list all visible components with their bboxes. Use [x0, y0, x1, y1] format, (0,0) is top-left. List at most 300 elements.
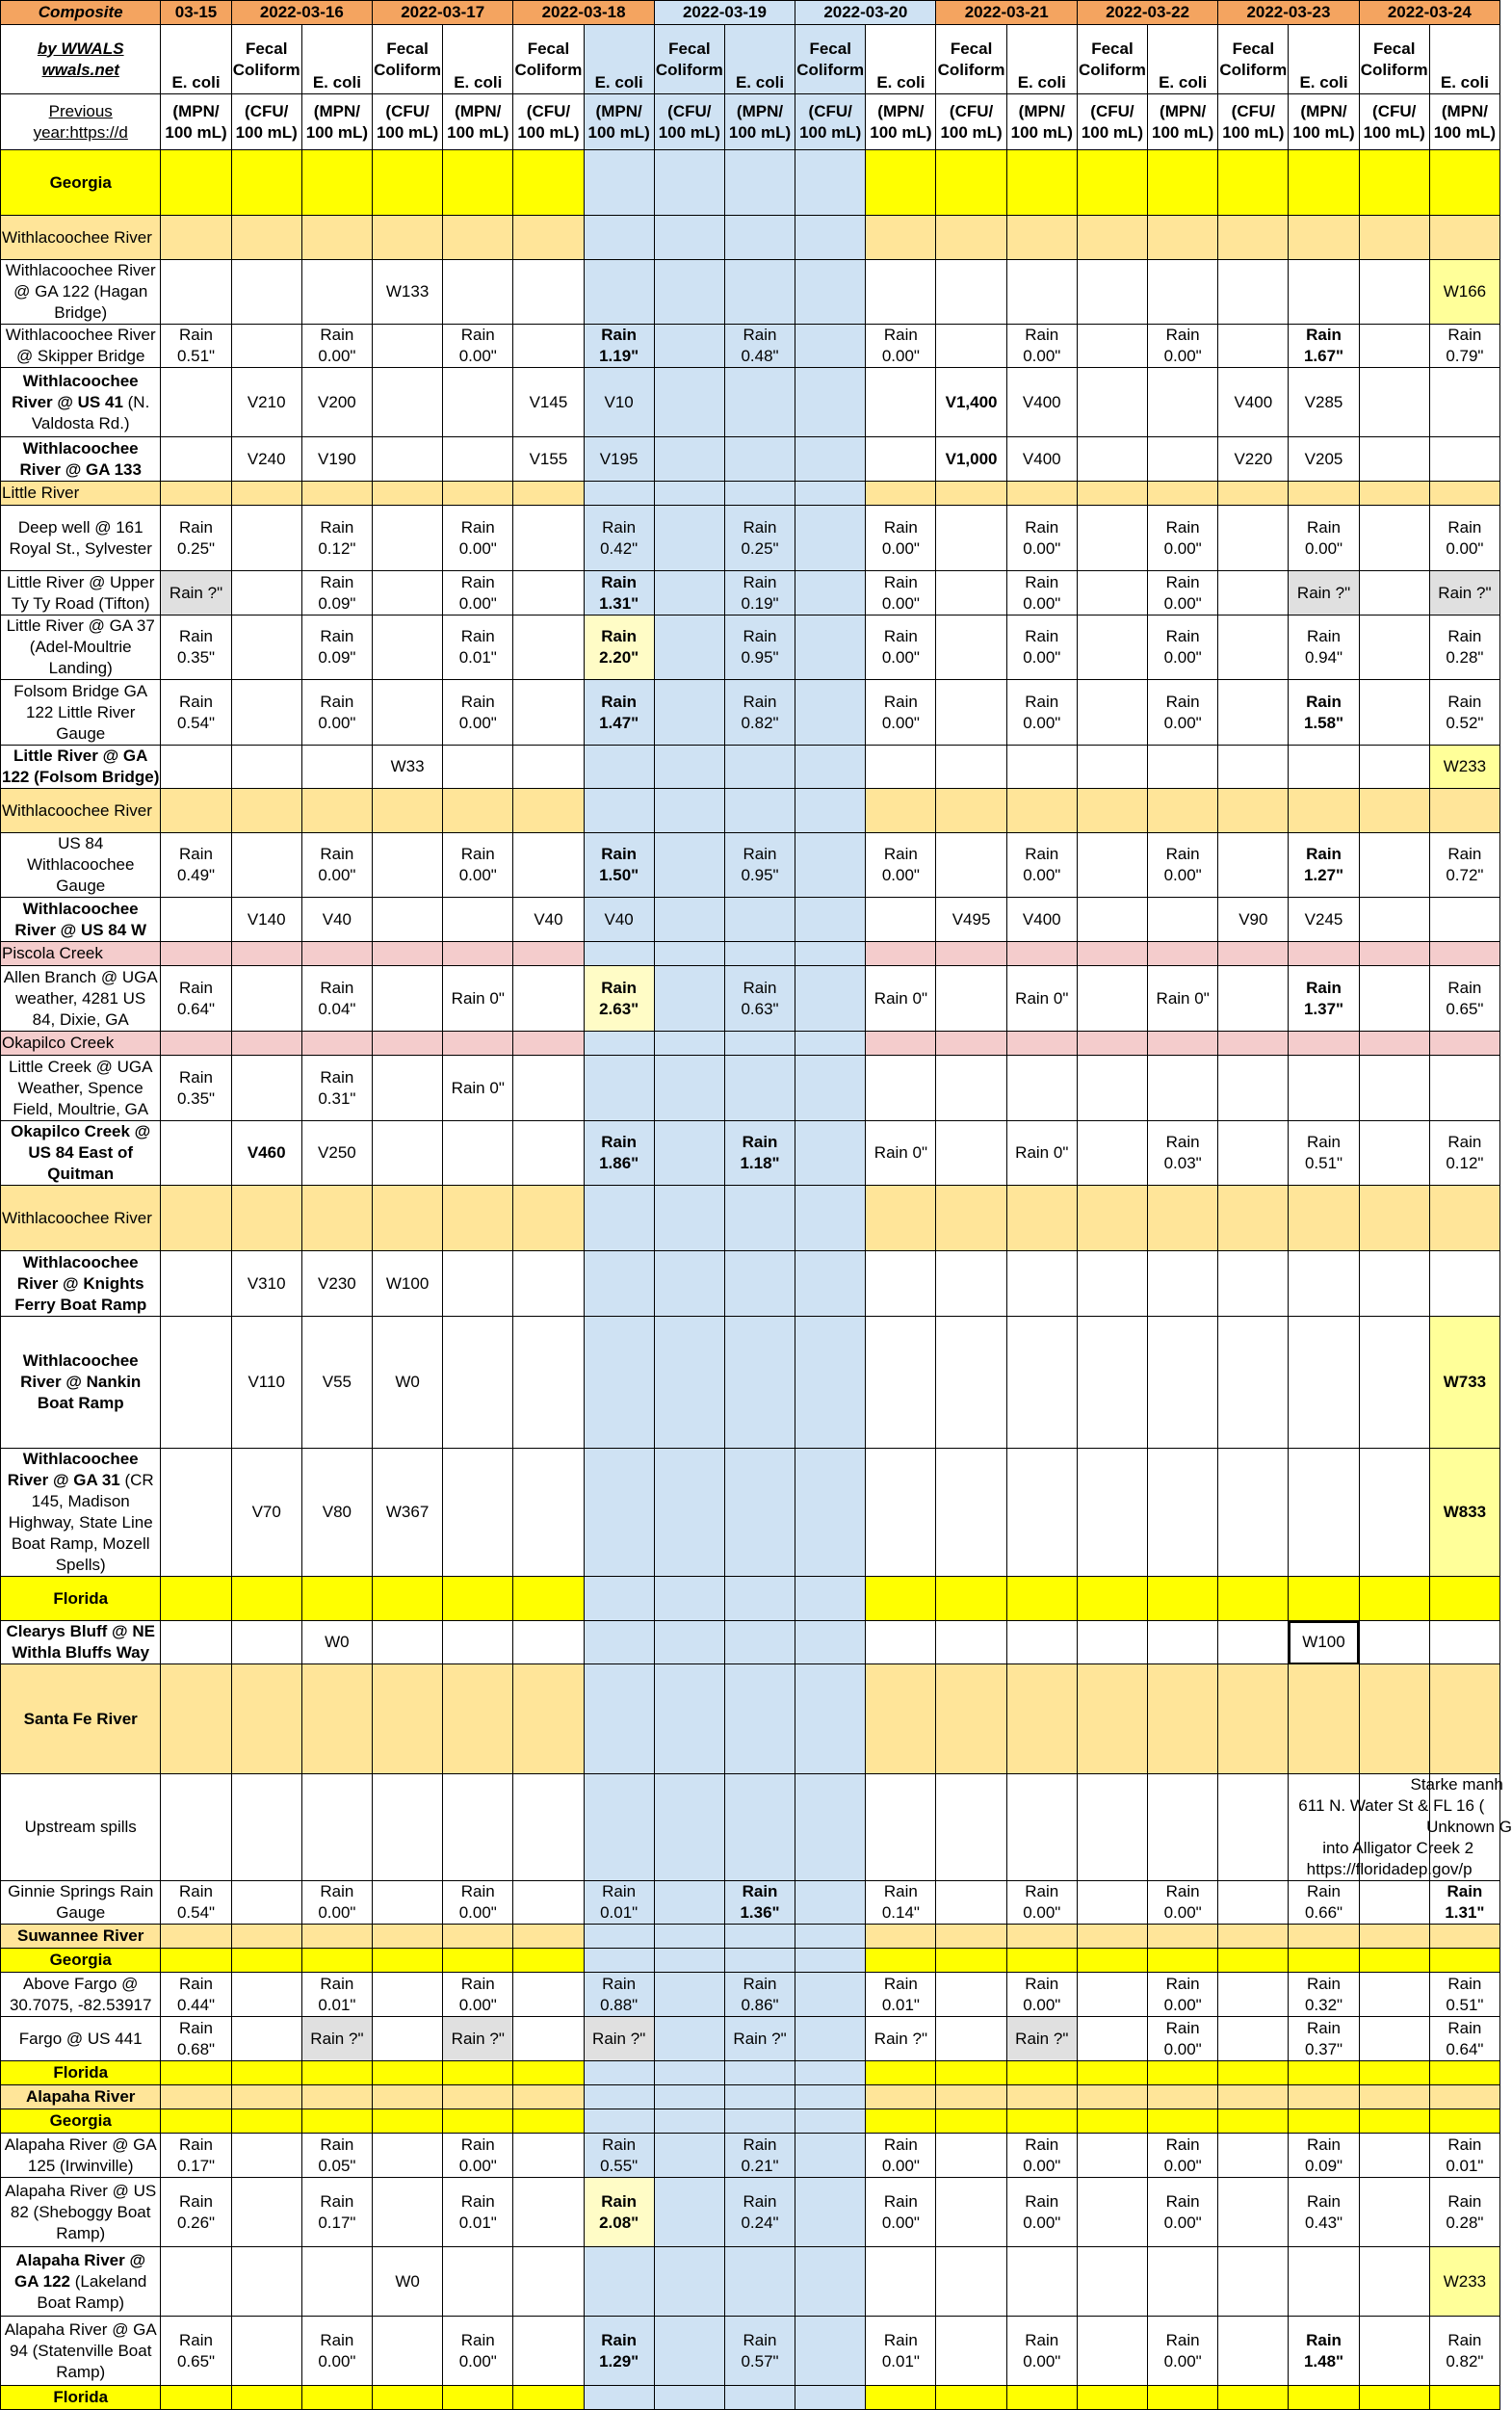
empty-cell [654, 216, 724, 260]
empty-cell [1429, 1577, 1499, 1621]
empty-cell [1359, 2317, 1429, 2386]
spill-line: Unknown G [1426, 1818, 1512, 1836]
rain-cell[interactable]: Rain 0.00" [1006, 2317, 1077, 2386]
measure-header: E. coli [1429, 25, 1499, 94]
rain-cell[interactable]: Rain ?" [301, 2017, 372, 2061]
sample-cell[interactable]: V40 [513, 898, 584, 942]
sample-cell[interactable]: W100 [1289, 1621, 1359, 1664]
sample-cell[interactable]: W233 [1429, 2247, 1499, 2317]
empty-cell [231, 1881, 301, 1925]
empty-cell [1359, 1973, 1429, 2017]
rain-cell[interactable]: Rain 2.20" [584, 616, 654, 680]
empty-cell [1218, 966, 1289, 1032]
rain-cell[interactable]: Rain 0.63" [724, 966, 795, 1032]
rain-cell[interactable]: Rain 0.00" [866, 2134, 936, 2178]
units-header: (MPN/ 100 mL) [866, 94, 936, 150]
rain-cell[interactable]: Rain 0" [1148, 966, 1218, 1032]
rain-cell[interactable]: Rain ?" [724, 2017, 795, 2061]
empty-cell [866, 789, 936, 833]
rain-cell[interactable]: Rain 0.00" [866, 616, 936, 680]
rain-cell[interactable]: Rain 0.79" [1429, 325, 1499, 368]
sample-cell[interactable]: W100 [372, 1251, 442, 1317]
wwals-link[interactable]: by WWALS wwals.net [1, 25, 161, 94]
empty-cell [1218, 216, 1289, 260]
rain-cell[interactable]: Rain 0.51" [1289, 1121, 1359, 1186]
empty-cell [1359, 2017, 1429, 2061]
sample-cell[interactable]: V1,400 [936, 368, 1006, 437]
measure-header: Fecal Coliform [1359, 25, 1429, 94]
empty-cell [795, 1449, 866, 1577]
empty-cell [724, 1186, 795, 1251]
rain-cell[interactable]: Rain 0.95" [724, 616, 795, 680]
rain-cell[interactable]: Rain 0.00" [1429, 506, 1499, 571]
empty-cell [231, 789, 301, 833]
empty-cell [936, 1449, 1006, 1577]
rain-cell[interactable]: Rain 0.00" [1148, 2017, 1218, 2061]
rain-cell[interactable]: Rain 0.01" [1429, 2134, 1499, 2178]
empty-cell [654, 833, 724, 898]
units-header: (MPN/ 100 mL) [161, 94, 231, 150]
rain-cell[interactable]: Rain 0.94" [1289, 616, 1359, 680]
sample-cell[interactable]: V10 [584, 368, 654, 437]
site-row [1, 2134, 1500, 2178]
empty-cell [513, 1186, 584, 1251]
sample-cell[interactable]: W833 [1429, 1449, 1499, 1577]
sample-cell[interactable]: W0 [372, 2247, 442, 2317]
empty-cell [513, 1317, 584, 1449]
rain-cell[interactable]: Rain 0.64" [1429, 2017, 1499, 2061]
sample-cell[interactable]: V220 [1218, 437, 1289, 482]
measure-header: Fecal Coliform [1077, 25, 1147, 94]
empty-cell [654, 325, 724, 368]
site-row [1, 2178, 1500, 2247]
rain-cell[interactable]: Rain 0.00" [443, 680, 513, 746]
sample-cell[interactable]: V140 [231, 898, 301, 942]
empty-cell [1429, 942, 1499, 966]
empty-cell [1006, 1251, 1077, 1317]
rain-cell[interactable]: Rain 0.00" [301, 833, 372, 898]
sample-cell[interactable]: V40 [584, 898, 654, 942]
rain-cell[interactable]: Rain 2.63" [584, 966, 654, 1032]
rain-cell[interactable]: Rain 0.09" [1289, 2134, 1359, 2178]
sample-cell[interactable]: W133 [372, 260, 442, 325]
rain-cell[interactable]: Rain 0.01" [301, 1973, 372, 2017]
empty-cell [1359, 325, 1429, 368]
sample-cell[interactable]: V70 [231, 1449, 301, 1577]
empty-cell [1429, 437, 1499, 482]
sample-cell[interactable]: V1,000 [936, 437, 1006, 482]
empty-cell [301, 1774, 372, 1881]
sample-cell[interactable]: V495 [936, 898, 1006, 942]
empty-cell [936, 833, 1006, 898]
empty-cell [301, 789, 372, 833]
rain-cell[interactable]: Rain 0.00" [1006, 2134, 1077, 2178]
empty-cell [1289, 746, 1359, 789]
empty-cell [866, 1577, 936, 1621]
empty-cell [1289, 260, 1359, 325]
empty-cell [1077, 2017, 1147, 2061]
sample-cell[interactable]: V145 [513, 368, 584, 437]
empty-cell [654, 1973, 724, 2017]
empty-cell [1289, 216, 1359, 260]
empty-cell [1218, 1056, 1289, 1121]
site-row [1, 833, 1500, 898]
rain-cell[interactable]: Rain 0.00" [1006, 506, 1077, 571]
empty-cell [584, 482, 654, 506]
sample-cell[interactable]: V55 [301, 1317, 372, 1449]
site-label-bold: Alapaha River @ GA 122 [14, 2250, 146, 2291]
empty-cell [443, 1032, 513, 1056]
rain-cell[interactable]: Rain 1.31" [1429, 1881, 1499, 1925]
spill-line[interactable]: https://floridadep.gov/p [1306, 1860, 1473, 1878]
rain-cell[interactable]: Rain 0.51" [1429, 1973, 1499, 2017]
rain-cell[interactable]: Rain 0.00" [1148, 2317, 1218, 2386]
empty-cell [866, 1251, 936, 1317]
empty-cell [1359, 368, 1429, 437]
rain-cell[interactable]: Rain 0.17" [161, 2134, 231, 2178]
spill-note [1298, 1774, 1512, 1881]
sample-cell[interactable]: V205 [1289, 437, 1359, 482]
sample-cell[interactable]: V285 [1289, 368, 1359, 437]
rain-cell[interactable]: Rain 0.09" [301, 571, 372, 616]
rain-cell[interactable]: Rain 0.86" [724, 1973, 795, 2017]
rain-cell[interactable]: Rain 0" [1006, 1121, 1077, 1186]
rain-cell[interactable]: Rain 0.00" [1006, 680, 1077, 746]
sample-cell[interactable]: W166 [1429, 260, 1499, 325]
sample-cell[interactable]: V155 [513, 437, 584, 482]
rain-cell[interactable]: Rain 0.00" [1289, 506, 1359, 571]
measure-header: Fecal Coliform [1218, 25, 1289, 94]
rain-cell[interactable]: Rain ?" [1289, 571, 1359, 616]
rain-cell[interactable]: Rain 0.01" [584, 1881, 654, 1925]
date-header: 2022-03-22 [1077, 1, 1217, 25]
rain-cell[interactable]: Rain 0.00" [301, 2317, 372, 2386]
sample-cell[interactable]: V460 [231, 1121, 301, 1186]
rain-cell[interactable]: Rain 0.03" [1148, 1121, 1218, 1186]
empty-cell [936, 2017, 1006, 2061]
rain-cell[interactable]: Rain ?" [584, 2017, 654, 2061]
empty-cell [866, 2061, 936, 2085]
rain-cell[interactable]: Rain 0.55" [584, 2134, 654, 2178]
empty-cell [513, 325, 584, 368]
rain-cell[interactable]: Rain 1.47" [584, 680, 654, 746]
sample-cell[interactable]: V40 [301, 898, 372, 942]
empty-cell [795, 1621, 866, 1664]
rain-cell[interactable]: Rain 0.04" [301, 966, 372, 1032]
rain-cell[interactable]: Rain 0.00" [1006, 571, 1077, 616]
rain-cell[interactable]: Rain 0.00" [1148, 2134, 1218, 2178]
empty-cell [513, 2109, 584, 2134]
rain-cell[interactable]: Rain 0.00" [1148, 833, 1218, 898]
empty-cell [724, 1317, 795, 1449]
rain-cell[interactable]: Rain 0.00" [1148, 1881, 1218, 1925]
empty-cell [161, 482, 231, 506]
empty-cell [231, 616, 301, 680]
rain-cell[interactable]: Rain 0.00" [1006, 616, 1077, 680]
creek-header-row [1, 1032, 1500, 1056]
rain-cell[interactable]: Rain 1.48" [1289, 2317, 1359, 2386]
rain-cell[interactable]: Rain 0.00" [301, 680, 372, 746]
rain-cell[interactable]: Rain 0.44" [161, 1973, 231, 2017]
units-header: (CFU/ 100 mL) [795, 94, 866, 150]
empty-cell [372, 2134, 442, 2178]
empty-cell [443, 1317, 513, 1449]
rain-cell[interactable]: Rain 0.88" [584, 1973, 654, 2017]
rain-cell[interactable]: Rain 0.00" [1148, 1973, 1218, 2017]
site-label [1, 1317, 161, 1449]
rain-cell[interactable]: Rain ?" [1006, 2017, 1077, 2061]
rain-cell[interactable]: Rain 0.14" [866, 1881, 936, 1925]
rain-cell[interactable]: Rain 0.64" [161, 966, 231, 1032]
sample-cell[interactable]: V400 [1006, 368, 1077, 437]
sample-cell[interactable]: V400 [1006, 898, 1077, 942]
empty-cell [654, 2109, 724, 2134]
rain-cell[interactable]: Rain 0.25" [724, 506, 795, 571]
rain-cell[interactable]: Rain 0.00" [301, 1881, 372, 1925]
rain-cell[interactable]: Rain 0.00" [866, 571, 936, 616]
rain-cell[interactable]: Rain 0.00" [301, 325, 372, 368]
rain-cell[interactable]: Rain 0.24" [724, 2178, 795, 2247]
rain-cell[interactable]: Rain 1.86" [584, 1121, 654, 1186]
sample-cell[interactable]: W233 [1429, 746, 1499, 789]
rain-cell[interactable]: Rain 0.00" [1148, 680, 1218, 746]
sample-cell[interactable]: V200 [301, 368, 372, 437]
rain-cell[interactable]: Rain 0.00" [1006, 1973, 1077, 2017]
empty-cell [1077, 1056, 1147, 1121]
rain-cell[interactable]: Rain 0.25" [161, 506, 231, 571]
rain-cell[interactable]: Rain 0.00" [866, 506, 936, 571]
sample-cell[interactable]: V210 [231, 368, 301, 437]
rain-cell[interactable]: Rain 0.42" [584, 506, 654, 571]
rain-cell[interactable]: Rain 1.19" [584, 325, 654, 368]
empty-cell [654, 2134, 724, 2178]
empty-cell [1077, 437, 1147, 482]
rain-cell[interactable]: Rain 0.05" [301, 2134, 372, 2178]
rain-cell[interactable]: Rain 0.01" [443, 616, 513, 680]
rain-cell[interactable]: Rain 0.21" [724, 2134, 795, 2178]
rain-cell[interactable]: Rain ?" [161, 571, 231, 616]
sample-cell[interactable]: V110 [231, 1317, 301, 1449]
rain-cell[interactable]: Rain 0.00" [443, 833, 513, 898]
rain-cell[interactable]: Rain 0.95" [724, 833, 795, 898]
sample-cell[interactable]: V240 [231, 437, 301, 482]
rain-cell[interactable]: Rain 0.19" [724, 571, 795, 616]
rain-cell[interactable]: Rain 0.00" [1006, 833, 1077, 898]
measure-header-row [1, 25, 1500, 94]
empty-cell [1359, 437, 1429, 482]
rain-cell[interactable]: Rain 0.00" [1148, 616, 1218, 680]
river-label: Withlacoochee River [1, 789, 161, 833]
empty-cell [654, 2017, 724, 2061]
empty-cell [443, 942, 513, 966]
empty-cell [1006, 2061, 1077, 2085]
rain-cell[interactable]: Rain 0.00" [1148, 2178, 1218, 2247]
empty-cell [1359, 2134, 1429, 2178]
empty-cell [301, 1949, 372, 1973]
site-row [1, 368, 1500, 437]
rain-cell[interactable]: Rain 0.65" [1429, 966, 1499, 1032]
empty-cell [301, 2085, 372, 2109]
rain-cell[interactable]: Rain 0.12" [301, 506, 372, 571]
empty-cell [1429, 789, 1499, 833]
rain-cell[interactable]: Rain 0.00" [1006, 1881, 1077, 1925]
rain-cell[interactable]: Rain 0.37" [1289, 2017, 1359, 2061]
rain-cell[interactable]: Rain 0.57" [724, 2317, 795, 2386]
rain-cell[interactable]: Rain 0" [443, 966, 513, 1032]
empty-cell [372, 150, 442, 216]
sample-cell[interactable]: W0 [372, 1317, 442, 1449]
empty-cell [1218, 1449, 1289, 1577]
empty-cell [795, 1251, 866, 1317]
rain-cell[interactable]: Rain 0.68" [161, 2017, 231, 2061]
rain-cell[interactable]: Rain 0.72" [1429, 833, 1499, 898]
rain-cell[interactable]: Rain 0.00" [443, 2134, 513, 2178]
date-header: 2022-03-24 [1359, 1, 1499, 25]
empty-cell [724, 746, 795, 789]
rain-cell[interactable]: Rain 0.12" [1429, 1121, 1499, 1186]
empty-cell [1218, 2386, 1289, 2410]
rain-cell[interactable]: Rain 1.37" [1289, 966, 1359, 1032]
empty-cell [654, 368, 724, 437]
units-header: (MPN/ 100 mL) [584, 94, 654, 150]
empty-cell [372, 368, 442, 437]
rain-cell[interactable]: Rain 0.82" [1429, 2317, 1499, 2386]
rain-cell[interactable]: Rain 0.32" [1289, 1973, 1359, 2017]
site-label: Alapaha River @ GA 94 (Statenville Boat Ramp) [1, 2317, 161, 2386]
empty-cell [866, 150, 936, 216]
rain-cell[interactable]: Rain 1.50" [584, 833, 654, 898]
sample-cell[interactable]: W0 [301, 1621, 372, 1664]
rain-cell[interactable]: Rain 0" [1006, 966, 1077, 1032]
empty-cell [1006, 2085, 1077, 2109]
rain-cell[interactable]: Rain 0.52" [1429, 680, 1499, 746]
sample-cell[interactable]: V190 [301, 437, 372, 482]
empty-cell [231, 2017, 301, 2061]
rain-cell[interactable]: Rain 0.00" [866, 325, 936, 368]
sample-cell[interactable]: V80 [301, 1449, 372, 1577]
rain-cell[interactable]: Rain 0.01" [866, 1973, 936, 2017]
rain-cell[interactable]: Rain 0.43" [1289, 2178, 1359, 2247]
empty-cell [301, 942, 372, 966]
sample-cell[interactable]: V90 [1218, 898, 1289, 942]
rain-cell[interactable]: Rain 0.01" [443, 2178, 513, 2247]
rain-cell[interactable]: Rain 0.65" [161, 2317, 231, 2386]
empty-cell [1077, 571, 1147, 616]
rain-cell[interactable]: Rain 0.00" [866, 833, 936, 898]
sample-cell[interactable]: V400 [1006, 437, 1077, 482]
rain-cell[interactable]: Rain 0.00" [866, 2178, 936, 2247]
empty-cell [1218, 482, 1289, 506]
empty-cell [654, 2317, 724, 2386]
empty-cell [795, 1664, 866, 1774]
rain-cell[interactable]: Rain ?" [1429, 571, 1499, 616]
river-label: Alapaha River [1, 2085, 161, 2109]
empty-cell [1289, 789, 1359, 833]
rain-cell[interactable]: Rain 0.26" [161, 2178, 231, 2247]
empty-cell [1429, 1186, 1499, 1251]
sample-cell[interactable]: V250 [301, 1121, 372, 1186]
rain-cell[interactable]: Rain 0.82" [724, 680, 795, 746]
empty-cell [1148, 437, 1218, 482]
sample-cell[interactable]: W733 [1429, 1317, 1499, 1449]
site-row [1, 1121, 1500, 1186]
rain-cell[interactable]: Rain 1.27" [1289, 833, 1359, 898]
rain-cell[interactable]: Rain 0.66" [1289, 1881, 1359, 1925]
rain-cell[interactable]: Rain 0.00" [443, 571, 513, 616]
rain-cell[interactable]: Rain 0.31" [301, 1056, 372, 1121]
rain-cell[interactable]: Rain 0.17" [301, 2178, 372, 2247]
empty-cell [372, 482, 442, 506]
sample-cell[interactable]: V245 [1289, 898, 1359, 942]
rain-cell[interactable]: Rain 1.18" [724, 1121, 795, 1186]
rain-cell[interactable]: Rain 0.09" [301, 616, 372, 680]
rain-cell[interactable]: Rain 0.00" [443, 1973, 513, 2017]
rain-cell[interactable]: Rain 0.35" [161, 616, 231, 680]
rain-cell[interactable]: Rain 0.54" [161, 680, 231, 746]
rain-cell[interactable]: Rain 1.58" [1289, 680, 1359, 746]
rain-cell[interactable]: Rain ?" [443, 2017, 513, 2061]
sample-cell[interactable]: V195 [584, 437, 654, 482]
empty-cell [866, 1664, 936, 1774]
empty-cell [231, 150, 301, 216]
rain-cell[interactable]: Rain 0.00" [1006, 2178, 1077, 2247]
rain-cell[interactable]: Rain 2.08" [584, 2178, 654, 2247]
empty-cell [1289, 942, 1359, 966]
rain-cell[interactable]: Rain 0.48" [724, 325, 795, 368]
rain-cell[interactable]: Rain 0.00" [443, 1881, 513, 1925]
rain-cell[interactable]: Rain 0.00" [443, 506, 513, 571]
rain-cell[interactable]: Rain 0" [866, 966, 936, 1032]
date-header: 03-15 [161, 1, 231, 25]
rain-cell[interactable]: Rain 0.51" [161, 325, 231, 368]
empty-cell [301, 1925, 372, 1949]
rain-cell[interactable]: Rain 0.00" [443, 325, 513, 368]
measure-header: E. coli [1148, 25, 1218, 94]
sample-cell[interactable]: W367 [372, 1449, 442, 1577]
rain-cell[interactable]: Rain 0.35" [161, 1056, 231, 1121]
empty-cell [936, 1186, 1006, 1251]
rain-cell[interactable]: Rain 0" [443, 1056, 513, 1121]
rain-cell[interactable]: Rain 1.67" [1289, 325, 1359, 368]
empty-cell [443, 2247, 513, 2317]
rain-cell[interactable]: Rain 0.01" [866, 2317, 936, 2386]
rain-cell[interactable]: Rain 0.00" [1148, 506, 1218, 571]
rain-cell[interactable]: Rain 1.29" [584, 2317, 654, 2386]
rain-cell[interactable]: Rain 1.36" [724, 1881, 795, 1925]
rain-cell[interactable]: Rain 1.31" [584, 571, 654, 616]
sample-cell[interactable]: V310 [231, 1251, 301, 1317]
rain-cell[interactable]: Rain 0.28" [1429, 616, 1499, 680]
rain-cell[interactable]: Rain 0.00" [443, 2317, 513, 2386]
rain-cell[interactable]: Rain 0.00" [1006, 325, 1077, 368]
sample-cell[interactable]: V230 [301, 1251, 372, 1317]
previous-year-link[interactable]: Previous year:https://d [1, 94, 161, 150]
empty-cell [1148, 368, 1218, 437]
rain-cell[interactable]: Rain 0" [866, 1121, 936, 1186]
empty-cell [443, 2085, 513, 2109]
rain-cell[interactable]: Rain 0.00" [1148, 571, 1218, 616]
spill-note-text [1298, 1774, 1512, 1880]
empty-cell [1429, 2085, 1499, 2109]
rain-cell[interactable]: Rain 0.54" [161, 1881, 231, 1925]
rain-cell[interactable]: Rain 0.28" [1429, 2178, 1499, 2247]
rain-cell[interactable]: Rain 0.00" [866, 680, 936, 746]
rain-cell[interactable]: Rain 0.00" [1148, 325, 1218, 368]
sample-cell[interactable]: V400 [1218, 368, 1289, 437]
sample-cell[interactable]: W33 [372, 746, 442, 789]
rain-cell[interactable]: Rain ?" [866, 2017, 936, 2061]
rain-cell[interactable]: Rain 0.49" [161, 833, 231, 898]
